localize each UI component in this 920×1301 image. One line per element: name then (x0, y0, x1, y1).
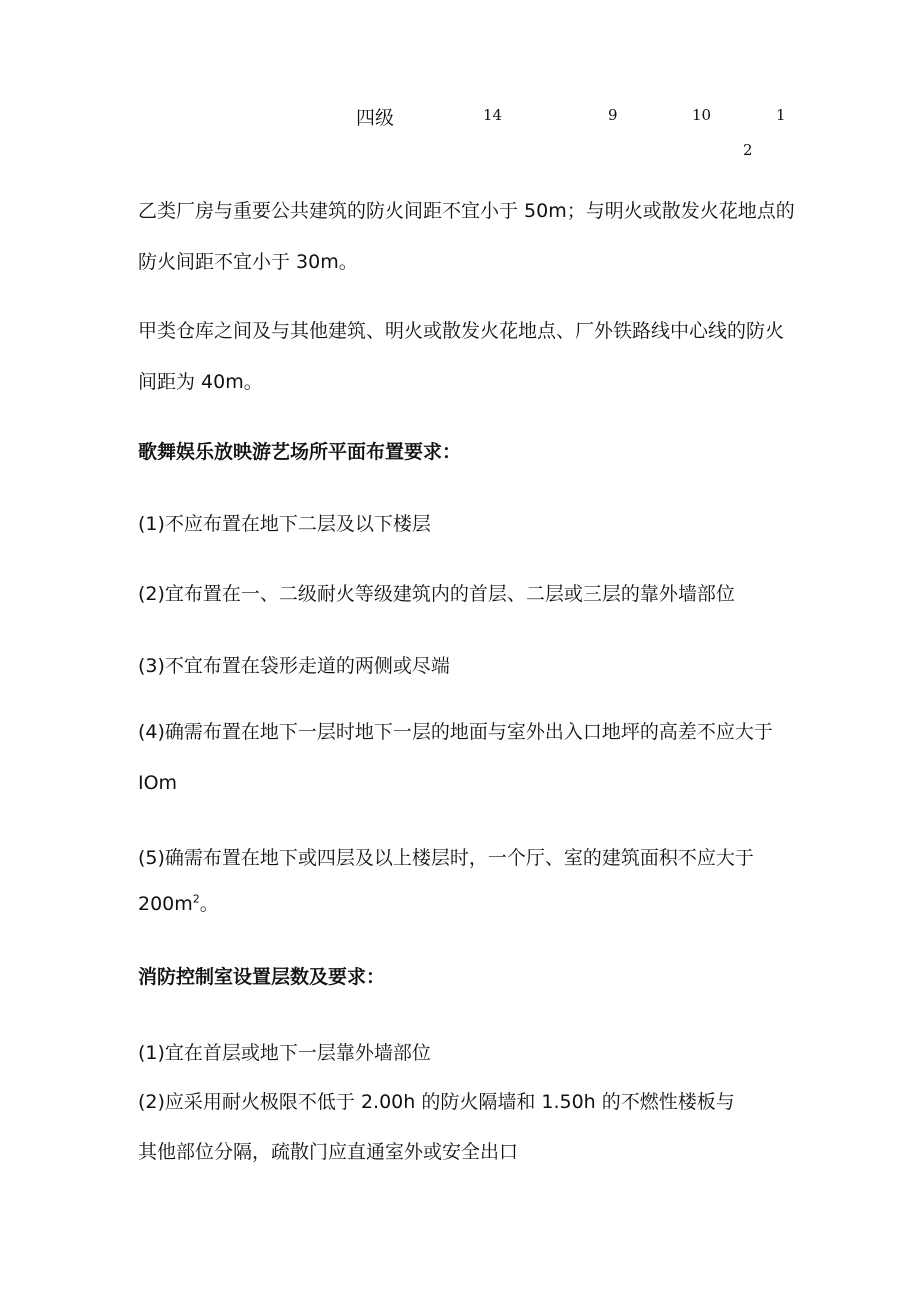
sentence-end: 。 (199, 893, 219, 915)
list-item: (2)应采用耐火极限不低于 2.00h 的防火隔墙和 1.50h 的不燃性楼板与 (138, 1091, 735, 1113)
list-item: (1)宜在首层或地下一层靠外墙部位 (138, 1042, 431, 1064)
table-cell-value: 2 (743, 141, 753, 159)
paragraph-class-b-factory: 乙类厂房与重要公共建筑的防火间距不宜小于 50m；与明火或散发火花地点的防火间距不宜小于 30m。 (138, 200, 795, 273)
paragraph-class-a-warehouse: 甲类仓库之间及与其他建筑、明火或散发火花地点、厂外铁路线中心线的防火间距为 40m。 (138, 320, 785, 393)
list-item-continuation: 其他部位分隔，疏散门应直通室外或安全出口 (138, 1141, 519, 1163)
list-item-continuation (138, 889, 219, 916)
list-item: (1)不应布置在地下二层及以下楼层 (138, 513, 431, 535)
list-item: (4)确需布置在地下一层时地下一层的地面与室外出入口地坪的高差不应大于 IOm (138, 721, 773, 794)
list-item: (2)宜布置在一、二级耐火等级建筑内的首层、二层或三层的靠外墙部位 (138, 583, 735, 605)
fire-resistance-grade: 四级 (356, 107, 395, 129)
table-cell-value: 14 (483, 106, 503, 124)
table-cell-value: 9 (608, 106, 618, 124)
list-item: (3)不宜布置在袋形走道的两侧或尽端 (138, 655, 450, 677)
area-value: 200m (138, 893, 193, 915)
table-cell-value: 10 (692, 106, 712, 124)
area-unit-superscript: 2 (192, 892, 200, 906)
section-heading-entertainment: 歌舞娱乐放映游艺场所平面布置要求： (138, 441, 462, 463)
table-cell-value: 1 (776, 106, 786, 124)
section-heading-control-room: 消防控制室设置层数及要求： (138, 966, 386, 988)
list-item: (5)确需布置在地下或四层及以上楼层时，一个厅、室的建筑面积不应大于 (138, 847, 754, 869)
